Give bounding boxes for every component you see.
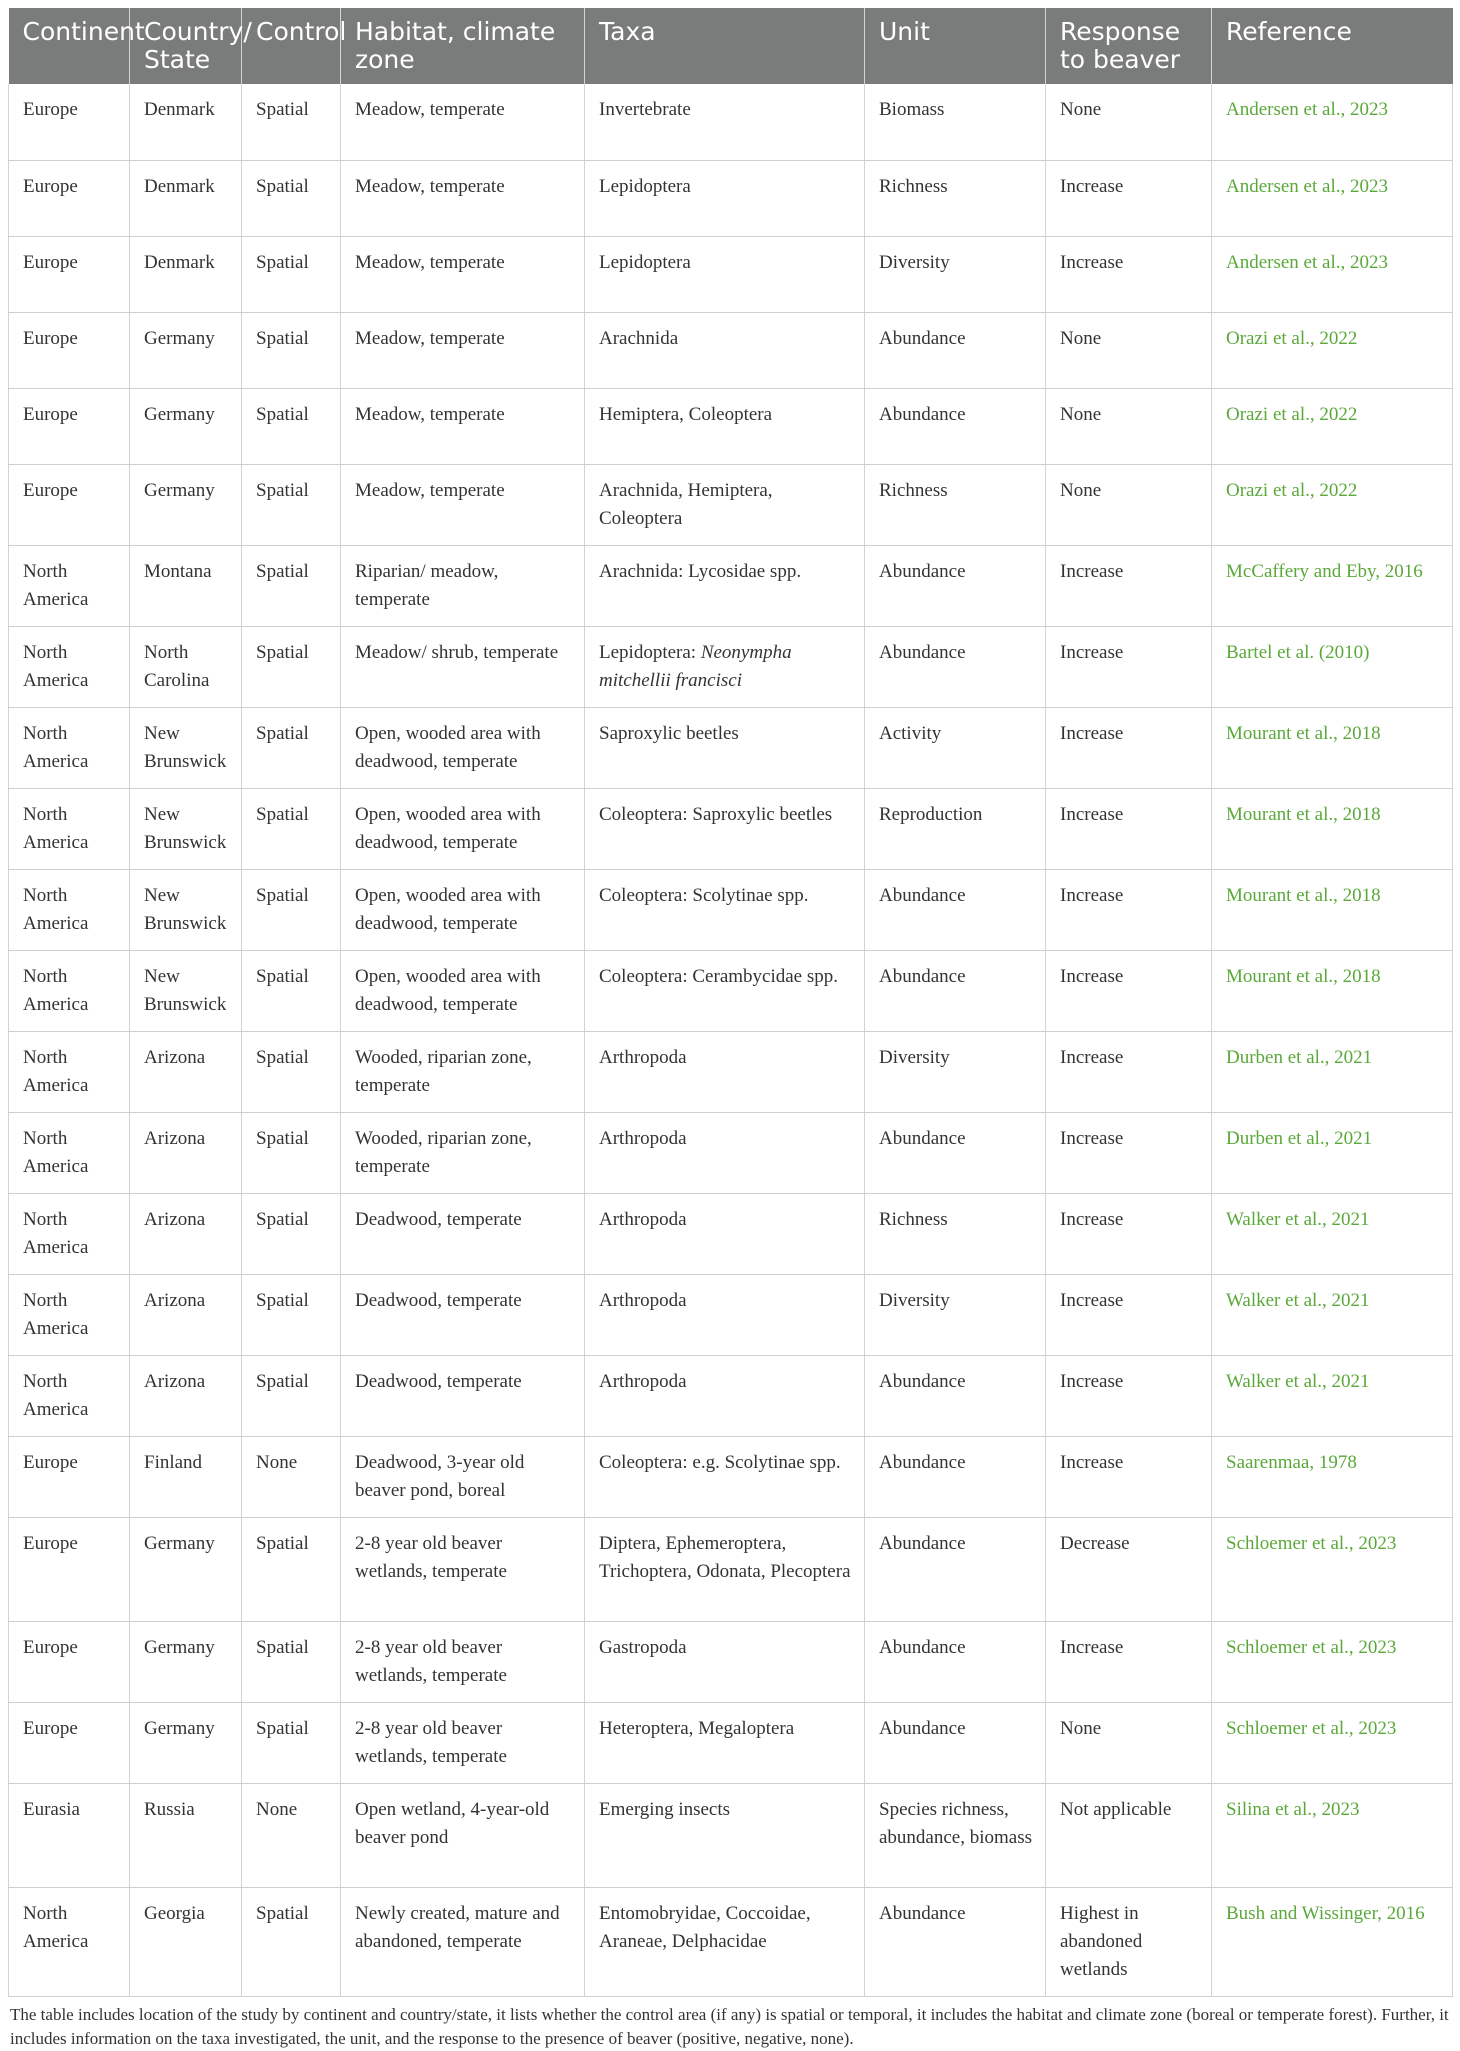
cell-unit: Abundance: [865, 869, 1046, 950]
cell-taxa: [585, 236, 865, 312]
cell-taxa: [585, 1621, 865, 1702]
cell-unit: Abundance: [865, 1621, 1046, 1702]
cell-country: New Brunswick: [130, 707, 242, 788]
cell-taxa: [585, 1436, 865, 1517]
document: [8, 8, 1452, 2051]
taxa-text: Arthropoda: [599, 1208, 687, 1230]
cell-response: Increase: [1046, 707, 1212, 788]
header-row: [9, 8, 1453, 84]
cell-reference[interactable]: Walker et al., 2021: [1212, 1274, 1453, 1355]
cell-response: Increase: [1046, 626, 1212, 707]
cell-taxa: [585, 1031, 865, 1112]
cell-reference[interactable]: Durben et al., 2021: [1212, 1112, 1453, 1193]
table-header: [9, 8, 1453, 84]
cell-habitat: Deadwood, temperate: [341, 1193, 585, 1274]
table-row: [9, 788, 1453, 869]
cell-response: Increase: [1046, 1621, 1212, 1702]
cell-unit: Diversity: [865, 1274, 1046, 1355]
cell-reference[interactable]: Andersen et al., 2023: [1212, 236, 1453, 312]
cell-continent: North America: [9, 626, 130, 707]
cell-taxa: [585, 1355, 865, 1436]
taxa-text: Coleoptera: Scolytinae spp.: [599, 884, 809, 906]
cell-unit: Richness: [865, 464, 1046, 545]
cell-continent: Europe: [9, 312, 130, 388]
cell-country: Germany: [130, 388, 242, 464]
cell-unit: Diversity: [865, 236, 1046, 312]
cell-response: Increase: [1046, 869, 1212, 950]
cell-habitat: Open, wooded area with deadwood, temperate: [341, 707, 585, 788]
cell-reference[interactable]: Mourant et al., 2018: [1212, 869, 1453, 950]
cell-country: Denmark: [130, 84, 242, 160]
cell-reference[interactable]: Orazi et al., 2022: [1212, 388, 1453, 464]
cell-control: Spatial: [242, 1517, 341, 1621]
cell-control: Spatial: [242, 1031, 341, 1112]
column-header: Reference: [1212, 8, 1453, 84]
table-row: [9, 869, 1453, 950]
cell-taxa: [585, 312, 865, 388]
taxa-text: Heteroptera, Megaloptera: [599, 1717, 795, 1739]
cell-taxa: [585, 1517, 865, 1621]
cell-habitat: Newly created, mature and abandoned, temperate: [341, 1887, 585, 1996]
table-row: [9, 1783, 1453, 1887]
cell-unit: Richness: [865, 1193, 1046, 1274]
cell-country: Arizona: [130, 1031, 242, 1112]
taxa-text: Lepidoptera: [599, 251, 691, 273]
taxa-text: Coleoptera: e.g. Scolytinae spp.: [599, 1451, 841, 1473]
cell-reference[interactable]: Saarenmaa, 1978: [1212, 1436, 1453, 1517]
cell-unit: Abundance: [865, 312, 1046, 388]
cell-habitat: Riparian/ meadow, temperate: [341, 545, 585, 626]
taxa-text: Arachnida, Hemiptera, Coleoptera: [599, 479, 773, 529]
cell-habitat: 2-8 year old beaver wetlands, temperate: [341, 1702, 585, 1783]
cell-unit: Biomass: [865, 84, 1046, 160]
cell-taxa: [585, 1193, 865, 1274]
cell-taxa: [585, 1702, 865, 1783]
results-table: [8, 8, 1453, 1997]
cell-control: Spatial: [242, 1112, 341, 1193]
cell-control: Spatial: [242, 1193, 341, 1274]
cell-taxa: [585, 869, 865, 950]
cell-taxa: [585, 545, 865, 626]
taxa-text: Diptera, Ephemeroptera, Trichoptera, Odonata, Plecoptera: [599, 1532, 851, 1582]
cell-response: Increase: [1046, 788, 1212, 869]
taxa-text: Lepidoptera: [599, 175, 691, 197]
cell-habitat: Meadow, temperate: [341, 84, 585, 160]
cell-unit: Diversity: [865, 1031, 1046, 1112]
cell-country: Arizona: [130, 1112, 242, 1193]
cell-country: Germany: [130, 1621, 242, 1702]
cell-reference[interactable]: McCaffery and Eby, 2016: [1212, 545, 1453, 626]
cell-continent: Europe: [9, 236, 130, 312]
cell-country: Germany: [130, 312, 242, 388]
cell-habitat: Meadow, temperate: [341, 388, 585, 464]
cell-habitat: Wooded, riparian zone, temperate: [341, 1112, 585, 1193]
table-row: [9, 950, 1453, 1031]
taxa-text: Saproxylic beetles: [599, 722, 739, 744]
cell-taxa: [585, 1274, 865, 1355]
cell-habitat: 2-8 year old beaver wetlands, temperate: [341, 1517, 585, 1621]
cell-habitat: Open wetland, 4-year-old beaver pond: [341, 1783, 585, 1887]
table-row: [9, 464, 1453, 545]
cell-reference[interactable]: Andersen et al., 2023: [1212, 84, 1453, 160]
cell-unit: Abundance: [865, 1517, 1046, 1621]
taxa-text: Emerging insects: [599, 1798, 731, 1820]
table-row: [9, 626, 1453, 707]
table-row: [9, 1621, 1453, 1702]
cell-response: None: [1046, 1702, 1212, 1783]
cell-reference[interactable]: Andersen et al., 2023: [1212, 160, 1453, 236]
cell-control: Spatial: [242, 788, 341, 869]
cell-country: Germany: [130, 464, 242, 545]
cell-reference[interactable]: Bush and Wissinger, 2016: [1212, 1887, 1453, 1996]
taxa-text: Entomobryidae, Coccoidae, Araneae, Delphacidae: [599, 1902, 811, 1952]
taxa-text: Arthropoda: [599, 1046, 687, 1068]
cell-habitat: Meadow, temperate: [341, 236, 585, 312]
cell-reference[interactable]: Bartel et al. (2010): [1212, 626, 1453, 707]
cell-continent: North America: [9, 788, 130, 869]
cell-taxa: [585, 388, 865, 464]
taxa-text: Coleoptera: Saproxylic beetles: [599, 803, 833, 825]
cell-unit: Richness: [865, 160, 1046, 236]
cell-habitat: 2-8 year old beaver wetlands, temperate: [341, 1621, 585, 1702]
cell-control: Spatial: [242, 1702, 341, 1783]
cell-habitat: Open, wooded area with deadwood, temperate: [341, 950, 585, 1031]
cell-habitat: Meadow/ shrub, temperate: [341, 626, 585, 707]
cell-continent: North America: [9, 1355, 130, 1436]
cell-unit: Abundance: [865, 1702, 1046, 1783]
cell-habitat: Meadow, temperate: [341, 464, 585, 545]
cell-response: Decrease: [1046, 1517, 1212, 1621]
cell-taxa: [585, 1887, 865, 1996]
table-row: [9, 312, 1453, 388]
table-row: [9, 1031, 1453, 1112]
column-header: Country/ State: [130, 8, 242, 84]
cell-response: Increase: [1046, 1436, 1212, 1517]
cell-response: Not applicable: [1046, 1783, 1212, 1887]
table-row: [9, 545, 1453, 626]
cell-control: Spatial: [242, 1355, 341, 1436]
cell-unit: Activity: [865, 707, 1046, 788]
cell-taxa: [585, 84, 865, 160]
cell-control: None: [242, 1783, 341, 1887]
cell-country: Arizona: [130, 1355, 242, 1436]
cell-response: None: [1046, 464, 1212, 545]
cell-unit: Abundance: [865, 626, 1046, 707]
cell-response: Increase: [1046, 1355, 1212, 1436]
cell-unit: Abundance: [865, 545, 1046, 626]
cell-country: Finland: [130, 1436, 242, 1517]
cell-country: Georgia: [130, 1887, 242, 1996]
cell-control: Spatial: [242, 545, 341, 626]
cell-reference[interactable]: Mourant et al., 2018: [1212, 950, 1453, 1031]
table-row: [9, 84, 1453, 160]
cell-control: Spatial: [242, 1887, 341, 1996]
table-row: [9, 1274, 1453, 1355]
cell-reference[interactable]: Orazi et al., 2022: [1212, 464, 1453, 545]
column-header: Response to beaver: [1046, 8, 1212, 84]
cell-continent: North America: [9, 1887, 130, 1996]
cell-response: Increase: [1046, 1274, 1212, 1355]
cell-unit: Abundance: [865, 1112, 1046, 1193]
cell-reference[interactable]: Schloemer et al., 2023: [1212, 1517, 1453, 1621]
cell-control: Spatial: [242, 1621, 341, 1702]
cell-continent: North America: [9, 545, 130, 626]
cell-unit: Abundance: [865, 1887, 1046, 1996]
cell-reference[interactable]: Orazi et al., 2022: [1212, 312, 1453, 388]
cell-continent: North America: [9, 869, 130, 950]
cell-response: Increase: [1046, 236, 1212, 312]
cell-taxa: [585, 788, 865, 869]
table-row: [9, 1517, 1453, 1621]
cell-country: New Brunswick: [130, 788, 242, 869]
taxa-text: Arachnida: [599, 327, 679, 349]
cell-control: Spatial: [242, 236, 341, 312]
table-row: [9, 1112, 1453, 1193]
cell-habitat: Meadow, temperate: [341, 160, 585, 236]
cell-reference[interactable]: Durben et al., 2021: [1212, 1031, 1453, 1112]
cell-taxa: [585, 464, 865, 545]
cell-response: Increase: [1046, 1031, 1212, 1112]
cell-reference[interactable]: Mourant et al., 2018: [1212, 788, 1453, 869]
table-body: [9, 84, 1453, 1996]
column-header: Habitat, climate zone: [341, 8, 585, 84]
cell-reference[interactable]: Schloemer et al., 2023: [1212, 1702, 1453, 1783]
table-row: [9, 160, 1453, 236]
taxa-species-italic: Neonympha mitchellii francisci: [599, 641, 792, 691]
taxa-text: Hemiptera, Coleoptera: [599, 403, 773, 425]
cell-response: Highest in abandoned wetlands: [1046, 1887, 1212, 1996]
cell-reference[interactable]: Walker et al., 2021: [1212, 1355, 1453, 1436]
table-caption: The table includes location of the study by continent and country/state, it lists whether the control area (if any) is spatial or temporal, it includes the habitat and climate zone (boreal or temperate forest). Further, it includes information on the taxa investigated, the unit, and the response to the presence of beaver (positive, negative, none).: [10, 2004, 1449, 2048]
cell-unit: Abundance: [865, 950, 1046, 1031]
cell-country: Arizona: [130, 1193, 242, 1274]
cell-taxa: [585, 707, 865, 788]
cell-continent: North America: [9, 1031, 130, 1112]
cell-habitat: Deadwood, 3-year old beaver pond, boreal: [341, 1436, 585, 1517]
cell-response: Increase: [1046, 950, 1212, 1031]
table-row: [9, 388, 1453, 464]
cell-habitat: Deadwood, temperate: [341, 1274, 585, 1355]
cell-continent: North America: [9, 1112, 130, 1193]
table-row: [9, 1193, 1453, 1274]
cell-continent: North America: [9, 707, 130, 788]
column-header: Continent: [9, 8, 130, 84]
cell-continent: Europe: [9, 1517, 130, 1621]
cell-reference[interactable]: Silina et al., 2023: [1212, 1783, 1453, 1887]
cell-continent: Europe: [9, 160, 130, 236]
cell-continent: Europe: [9, 388, 130, 464]
cell-country: New Brunswick: [130, 950, 242, 1031]
cell-response: Increase: [1046, 1193, 1212, 1274]
cell-continent: Europe: [9, 84, 130, 160]
cell-unit: Reproduction: [865, 788, 1046, 869]
cell-country: Russia: [130, 1783, 242, 1887]
cell-unit: Abundance: [865, 1436, 1046, 1517]
cell-control: Spatial: [242, 464, 341, 545]
cell-habitat: Meadow, temperate: [341, 312, 585, 388]
cell-continent: Europe: [9, 464, 130, 545]
taxa-text: Arthropoda: [599, 1127, 687, 1149]
cell-reference[interactable]: Schloemer et al., 2023: [1212, 1621, 1453, 1702]
taxa-text: Lepidoptera:: [599, 641, 701, 663]
taxa-text: Invertebrate: [599, 99, 691, 120]
table-row: [9, 1887, 1453, 1996]
cell-country: North Carolina: [130, 626, 242, 707]
cell-response: None: [1046, 312, 1212, 388]
cell-response: Increase: [1046, 1112, 1212, 1193]
cell-control: Spatial: [242, 869, 341, 950]
cell-unit: Abundance: [865, 1355, 1046, 1436]
cell-control: Spatial: [242, 160, 341, 236]
taxa-text: Coleoptera: Cerambycidae spp.: [599, 965, 839, 987]
cell-control: Spatial: [242, 84, 341, 160]
cell-country: Arizona: [130, 1274, 242, 1355]
cell-control: Spatial: [242, 312, 341, 388]
cell-control: Spatial: [242, 707, 341, 788]
cell-taxa: [585, 160, 865, 236]
cell-taxa: [585, 950, 865, 1031]
cell-continent: North America: [9, 950, 130, 1031]
cell-country: New Brunswick: [130, 869, 242, 950]
cell-taxa: [585, 626, 865, 707]
cell-continent: North America: [9, 1193, 130, 1274]
cell-control: Spatial: [242, 950, 341, 1031]
cell-control: Spatial: [242, 626, 341, 707]
cell-response: Increase: [1046, 160, 1212, 236]
cell-continent: North America: [9, 1274, 130, 1355]
column-header: Taxa: [585, 8, 865, 84]
cell-taxa: [585, 1783, 865, 1887]
taxa-text: Arthropoda: [599, 1370, 687, 1392]
cell-continent: Europe: [9, 1436, 130, 1517]
column-header: Control: [242, 8, 341, 84]
cell-country: Denmark: [130, 160, 242, 236]
cell-continent: Europe: [9, 1621, 130, 1702]
cell-response: Increase: [1046, 545, 1212, 626]
cell-response: None: [1046, 388, 1212, 464]
table-row: [9, 1702, 1453, 1783]
cell-taxa: [585, 1112, 865, 1193]
column-header: Unit: [865, 8, 1046, 84]
cell-habitat: Open, wooded area with deadwood, temperate: [341, 869, 585, 950]
table-row: [9, 1436, 1453, 1517]
taxa-text: Arachnida: Lycosidae spp.: [599, 560, 802, 582]
cell-reference[interactable]: Walker et al., 2021: [1212, 1193, 1453, 1274]
taxa-text: Gastropoda: [599, 1636, 687, 1658]
cell-habitat: Deadwood, temperate: [341, 1355, 585, 1436]
cell-unit: Species richness, abundance, biomass: [865, 1783, 1046, 1887]
cell-country: Germany: [130, 1517, 242, 1621]
cell-country: Montana: [130, 545, 242, 626]
cell-response: None: [1046, 84, 1212, 160]
table-row: [9, 236, 1453, 312]
taxa-text: Arthropoda: [599, 1289, 687, 1311]
cell-control: Spatial: [242, 388, 341, 464]
cell-unit: Abundance: [865, 388, 1046, 464]
table-row: [9, 707, 1453, 788]
cell-country: Germany: [130, 1702, 242, 1783]
cell-control: Spatial: [242, 1274, 341, 1355]
cell-reference[interactable]: Mourant et al., 2018: [1212, 707, 1453, 788]
cell-continent: Europe: [9, 1702, 130, 1783]
cell-country: Denmark: [130, 236, 242, 312]
table-row: [9, 1355, 1453, 1436]
cell-habitat: Open, wooded area with deadwood, temperate: [341, 788, 585, 869]
cell-control: None: [242, 1436, 341, 1517]
cell-habitat: Wooded, riparian zone, temperate: [341, 1031, 585, 1112]
cell-continent: Eurasia: [9, 1783, 130, 1887]
